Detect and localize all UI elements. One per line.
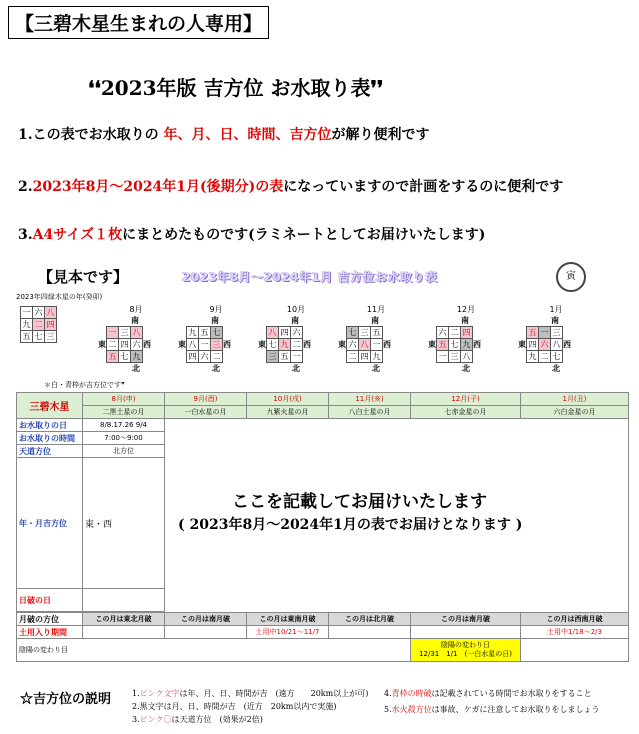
geppa-value: この月は西南月破 [521, 613, 629, 626]
compass-cell: 三 [552, 327, 561, 337]
row-label-day: お水取りの日 [17, 419, 83, 432]
legend-item-2: 2.黒文字は月、日、時間が吉 (近方 20km以内で実施) [132, 702, 337, 711]
south-label: 南 [371, 316, 379, 325]
month-header: 10月(戌) [247, 393, 329, 406]
month-star: 六白金星の月 [521, 406, 629, 419]
month-compass [98, 304, 174, 374]
compass-cell: 二 [34, 319, 43, 329]
month-label: 9月 [209, 305, 223, 314]
compass-cell: 九 [22, 319, 31, 329]
month-header: 11月(亥) [329, 393, 411, 406]
compass-cell: 八 [360, 339, 369, 349]
month-star: 一白水星の月 [165, 406, 247, 419]
compass-cell: 七 [120, 351, 129, 361]
month-label: 11月 [366, 305, 386, 314]
compass-cell: 二 [292, 339, 301, 349]
legend-item-3: 3.ピンク〇は天道方位 (効果が2倍) [132, 715, 263, 724]
inyo-value: 陰陽の変わり日 12/31 1/1 (一白水星の日) [411, 639, 521, 662]
geppa-value: この月は南月破 [411, 613, 521, 626]
time-value: 7:00～9:00 [83, 432, 165, 445]
geppa-value: この月は北月破 [329, 613, 411, 626]
month-label: 8月 [129, 305, 143, 314]
row-label-geppa: 月破の方位 [17, 613, 83, 626]
month-star: 七赤金星の月 [411, 406, 521, 419]
compass-cell: 二 [212, 351, 221, 361]
row-label-hasatsu: 日破の日 [17, 589, 83, 612]
month-compass [338, 304, 414, 374]
compass-cell: 五 [528, 327, 537, 337]
compass-cell: 五 [108, 351, 117, 361]
compass-cell: 八 [188, 339, 197, 349]
hasatsu-value [83, 589, 165, 612]
inyo-empty [521, 639, 629, 662]
compass-cell: 九 [462, 339, 471, 349]
compass-cell: 五 [280, 351, 289, 361]
legend-item-1: 1.ピンク文字は年、月、日、時間が吉 (遠方 20km以上が可) [132, 689, 369, 698]
compass-cell: 七 [34, 331, 43, 341]
doyo-value [165, 626, 247, 639]
east-label: 東 [178, 340, 186, 349]
north-label: 北 [552, 364, 560, 373]
compass-cell: 二 [540, 351, 549, 361]
legend-title: ☆吉方位の説明 [20, 692, 112, 707]
compass-cell: 四 [280, 327, 289, 337]
compass-grid [186, 326, 223, 363]
north-label: 北 [212, 364, 220, 373]
month-label: 10月 [286, 305, 306, 314]
west-label: 西 [303, 340, 311, 349]
doyo-value: 土用中10/21～11/7 [247, 626, 329, 639]
compass-cell: 六 [292, 327, 301, 337]
compass-cell: 一 [438, 351, 447, 361]
north-label: 北 [292, 364, 300, 373]
logo-icon: 寅 [556, 262, 586, 292]
row-label-inyo: 陰陽の変わり目 [17, 639, 411, 662]
compass-cell: 七 [268, 339, 277, 349]
compass-cell: 二 [108, 339, 117, 349]
compass-cell: 五 [372, 327, 381, 337]
month-label: 12月 [456, 305, 476, 314]
compass-cell: 三 [268, 351, 277, 361]
compass-cell: 三 [360, 327, 369, 337]
compass-cell: 九 [528, 351, 537, 361]
feature-line-1: 1.この表でお水取りの 年、月、日、時間、吉方位が解り便利です [18, 127, 430, 143]
row-label-doyo: 土用入り期間 [17, 626, 83, 639]
east-label: 東 [518, 340, 526, 349]
doyo-value [411, 626, 521, 639]
table-head: 三碧木星 [17, 393, 83, 419]
south-label: 南 [461, 316, 469, 325]
compass-cell: 一 [540, 327, 549, 337]
month-compass [518, 304, 594, 374]
month-header: 1月(丑) [521, 393, 629, 406]
day-value: 8/8.17.26 9/4 [83, 419, 165, 432]
south-label: 南 [291, 316, 299, 325]
compass-cell: 五 [22, 331, 31, 341]
compass-cell: 七 [450, 339, 459, 349]
message-main: ここを記載してお届けいたします [232, 492, 487, 512]
compass-cell: 一 [292, 351, 301, 361]
month-compass [428, 304, 504, 374]
compass-grid [436, 326, 473, 363]
compass-grid [266, 326, 303, 363]
compass-cell: 六 [200, 351, 209, 361]
compass-cell: 九 [132, 351, 141, 361]
compass-cell: 七 [552, 351, 561, 361]
compass-cell: 七 [348, 327, 357, 337]
north-label: 北 [132, 364, 140, 373]
east-label: 東 [258, 340, 266, 349]
compass-cell: 四 [528, 339, 537, 349]
month-header: 12月(子) [411, 393, 521, 406]
compass-cell: 四 [462, 327, 471, 337]
compass-cell: 三 [120, 327, 129, 337]
compass-cell: 六 [34, 307, 43, 317]
south-label: 南 [551, 316, 559, 325]
month-star: 二黒土星の月 [83, 406, 165, 419]
month-star: 九紫火星の月 [247, 406, 329, 419]
year-note: 2023年四緑木星の年(癸卯) [16, 293, 103, 301]
compass-cell: 一 [200, 339, 209, 349]
doyo-value [83, 626, 165, 639]
page-title: 【三碧木星生まれの人専用】 [8, 6, 269, 39]
legend-item-4: 4.青枠の時破は記載されている時間でお水取りをすること [384, 689, 592, 698]
east-label: 東 [98, 340, 106, 349]
compass-cell: 一 [372, 339, 381, 349]
north-label: 北 [462, 364, 470, 373]
compass-cell: 六 [438, 327, 447, 337]
compass-cell: 六 [348, 339, 357, 349]
doyo-value: 土用中1/18～2/3 [521, 626, 629, 639]
row-label-time: お水取りの時間 [17, 432, 83, 445]
month-compass [178, 304, 254, 374]
month-header: 8月(申) [83, 393, 165, 406]
doyo-value [329, 626, 411, 639]
compass-cell: 一 [108, 327, 117, 337]
direction-value: 東・西 [83, 458, 165, 589]
compass-cell: 一 [22, 307, 31, 317]
message-sub: ( 2023年8月～2024年1月の表でお届けとなります ) [178, 517, 523, 533]
compass-cell: 九 [372, 351, 381, 361]
wordart-title: 2023年8月～2024年1月 吉方位お水取り表 [182, 270, 438, 284]
compass-cell: 九 [280, 339, 289, 349]
compass-cell: 八 [552, 339, 561, 349]
year-compass [20, 306, 57, 343]
row-label-tendo: 天道方位 [17, 445, 83, 458]
compass-cell: 四 [360, 351, 369, 361]
north-label: 北 [372, 364, 380, 373]
east-label: 東 [338, 340, 346, 349]
geppa-value: この月は南月破 [165, 613, 247, 626]
compass-cell: 八 [462, 351, 471, 361]
compass-cell: 四 [120, 339, 129, 349]
compass-grid [106, 326, 143, 363]
compass-cell: 六 [540, 339, 549, 349]
geppa-value: この月は東南月破 [247, 613, 329, 626]
compass-cell: 九 [188, 327, 197, 337]
west-label: 西 [383, 340, 391, 349]
row-label-direction: 年・月吉方位 [17, 458, 83, 589]
feature-line-2: 2.2023年8月～2024年1月(後期分)の表になっていますので計画をするのに便利です [18, 179, 564, 195]
compass-cell: 五 [200, 327, 209, 337]
month-label: 1月 [549, 305, 563, 314]
geppa-value: この月は東北月破 [83, 613, 165, 626]
west-label: 西 [143, 340, 151, 349]
compass-cell: 八 [132, 327, 141, 337]
east-label: 東 [428, 340, 436, 349]
feature-line-3: 3.A4サイズ１枚にまとめたものです(ラミネートとしてお届けいたします) [18, 227, 486, 243]
west-label: 西 [473, 340, 481, 349]
month-header: 9月(酉) [165, 393, 247, 406]
compass-grid [346, 326, 383, 363]
compass-cell: 八 [46, 307, 55, 317]
compass-cell: 三 [46, 331, 55, 341]
compass-cell: 四 [46, 319, 55, 329]
subtitle: ❛❛2023年版 吉方位 お水取り表❜❜ [88, 76, 384, 100]
west-label: 西 [563, 340, 571, 349]
compass-cell: 三 [212, 339, 221, 349]
compass-cell: 二 [450, 327, 459, 337]
tendo-value: 北方位 [83, 445, 165, 458]
compass-cell: 二 [348, 351, 357, 361]
month-star: 八白土星の月 [329, 406, 411, 419]
west-label: 西 [223, 340, 231, 349]
compass-cell: 五 [438, 339, 447, 349]
sample-label: 【見本です】 [38, 268, 129, 286]
month-compass [258, 304, 334, 374]
compass-cell: 六 [132, 339, 141, 349]
south-label: 南 [211, 316, 219, 325]
compass-cell: 四 [188, 351, 197, 361]
legend-item-5: 5.水火殺方位は事故、ケガに注意してお水取りをしましょう [384, 705, 600, 714]
compass-cell: 八 [268, 327, 277, 337]
legend-note: ＊白・青枠が吉方位です❞ [44, 381, 125, 389]
south-label: 南 [131, 316, 139, 325]
compass-cell: 三 [450, 351, 459, 361]
compass-cell: 七 [212, 327, 221, 337]
compass-grid [526, 326, 563, 363]
